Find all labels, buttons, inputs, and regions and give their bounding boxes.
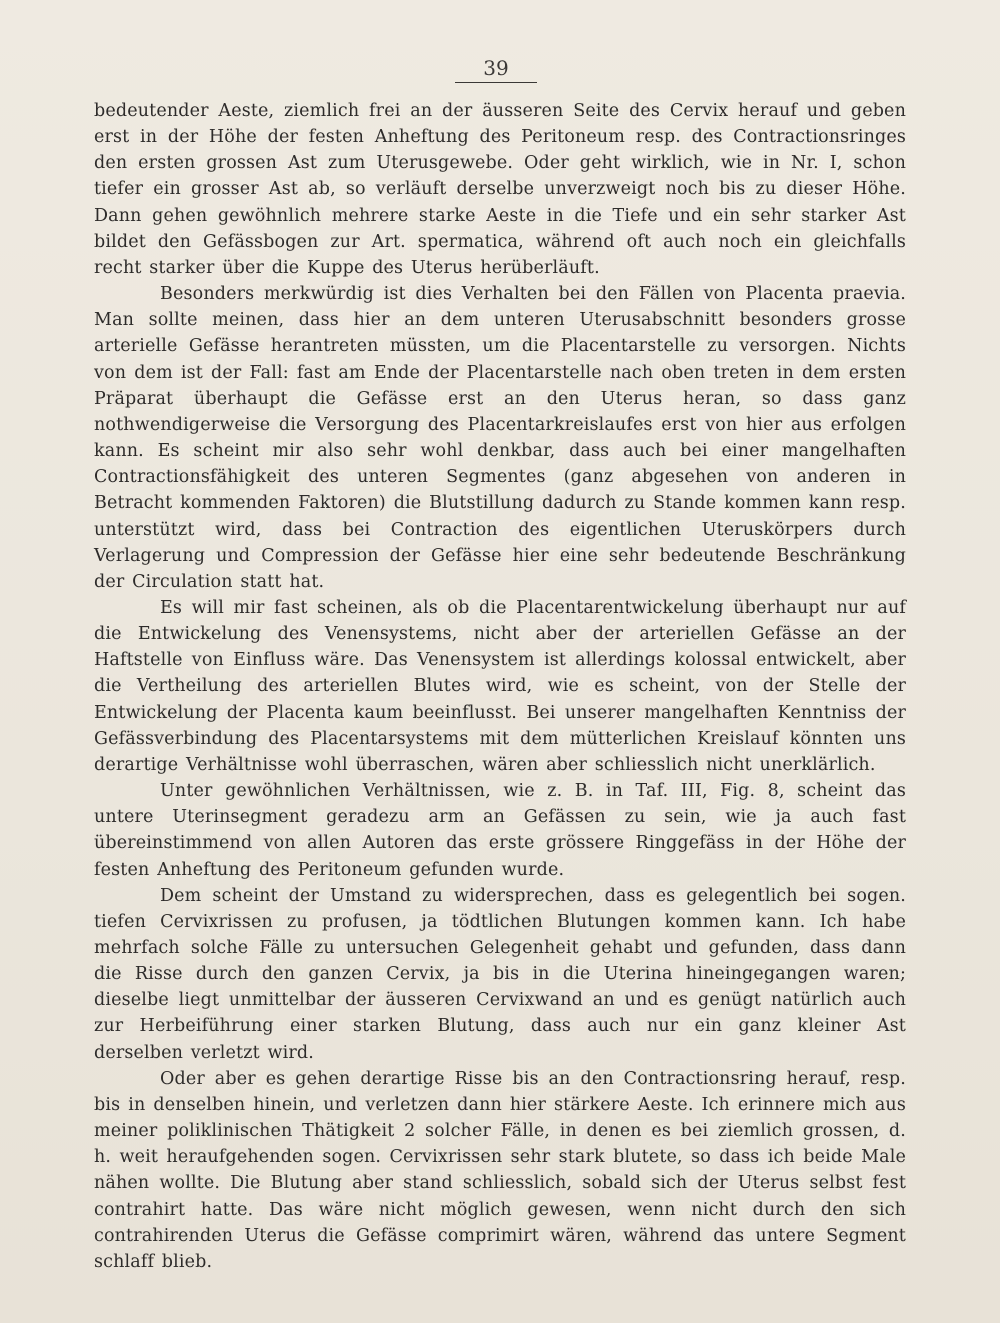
paragraph: bedeutender Aeste, ziemlich frei an der äusseren Seite des Cervix herauf und geben erst in der Höhe der festen Anheftung des Peritoneum resp. des Contractionsringes den ersten grossen Ast zum Uterusgewebe. Oder geht wirklich, wie in Nr. I, schon tiefer ein grosser Ast ab, so verläuft derselbe unverzweigt noch bis zu dieser Höhe. Dann gehen gewöhnlich mehrere starke Aeste in die Tiefe und ein sehr starker Ast bildet den Gefässbogen zur Art. spermatica, während oft auch noch ein gleichfalls recht starker über die Kuppe des Uterus herüberläuft.: [94, 101, 906, 278]
paragraph: Besonders merkwürdig ist dies Verhalten bei den Fällen von Placenta praevia. Man sollte meinen, dass hier an dem unteren Uterusabschnitt besonders grosse arterielle Gefässe herantreten müssten, um die Placentarstelle zu versorgen. Nichts von dem ist der Fall: fast am Ende der Placentarstelle nach oben treten in dem ersten Präparat überhaupt die Gefässe erst an den Uterus heran, so dass ganz nothwendigerweise die Versorgung des Placentarkreislaufes erst von hier aus erfolgen kann. Es scheint mir also sehr wohl denkbar, dass auch bei einer mangelhaften Contractionsfähigkeit des unteren Segmentes (ganz abgesehen von anderen in Betracht kommenden Faktoren) die Blutstillung dadurch zu Stande kommen kann resp. unterstützt wird, dass bei Contraction des eigentlichen Uteruskörpers durch Verlagerung und Compression der Gefässe hier eine sehr bedeutende Beschränkung der Circulation statt hat.: [94, 284, 906, 592]
paragraph: Unter gewöhnlichen Verhältnissen, wie z. B. in Taf. III, Fig. 8, scheint das untere Uterinsegment geradezu arm an Gefässen zu sein, wie ja auch fast übereinstimmend von allen Autoren das erste grössere Ringgefäss in der Höhe der festen Anheftung des Peritoneum gefunden wurde.: [94, 781, 906, 880]
header-rule: [455, 82, 537, 83]
paragraph: Dem scheint der Umstand zu widersprechen, dass es gelegentlich bei sogen. tiefen Cervixrissen zu profusen, ja tödtlichen Blutungen kommen kann. Ich habe mehrfach solche Fälle zu untersuchen Gelegenheit gehabt und gefunden, dass dann die Risse durch den ganzen Cervix, ja bis in die Uterina hineingegangen waren; dieselbe liegt unmittelbar der äusseren Cervixwand an und es genügt natürlich auch zur Herbeiführung einer starken Blutung, dass auch nur ein ganz kleiner Ast derselben verletzt wird.: [94, 885, 906, 1063]
body-text: [94, 98, 906, 1275]
paragraph: Es will mir fast scheinen, als ob die Placentarentwickelung überhaupt nur auf die Entwickelung des Venensystems, nicht aber der arteriellen Gefässe an der Haftstelle von Einfluss wäre. Das Venensystem ist allerdings kolossal entwickelt, aber die Vertheilung des arteriellen Blutes wird, wie es scheint, von der Stelle der Entwickelung der Placenta kaum beeinflusst. Bei unserer mangelhaften Kenntniss der Gefässverbindung des Placentarsystems mit dem mütterlichen Kreislauf könnten uns derartige Verhältnisse wohl überraschen, wären aber schliesslich nicht unerklärlich.: [94, 597, 906, 775]
paragraph: Oder aber es gehen derartige Risse bis an den Contractionsring herauf, resp. bis in denselben hinein, und verletzen dann hier stärkere Aeste. Ich erinnere mich aus meiner poliklinischen Thätigkeit 2 solcher Fälle, in denen es bei ziemlich grossen, d. h. weit heraufgehenden sogen. Cervixrissen sehr stark blutete, so dass ich beide Male nähen wollte. Die Blutung aber stand schliesslich, sobald sich der Uterus selbst fest contrahirt hatte. Das wäre nicht möglich gewesen, wenn nicht durch den sich contrahirenden Uterus die Gefässe comprimirt wären, während das untere Segment schlaff blieb.: [94, 1068, 906, 1272]
page-number: 39: [483, 56, 509, 80]
page-header: [455, 56, 537, 83]
